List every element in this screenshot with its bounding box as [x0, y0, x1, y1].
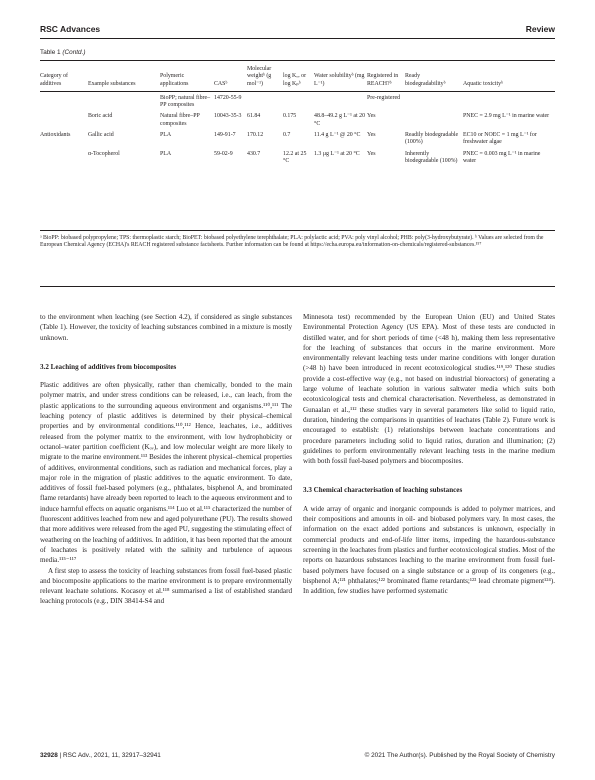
page-number: 32928: [40, 752, 58, 759]
table-cell: [40, 113, 88, 132]
section-heading: 3.2 Leaching of additives from biocomposites: [40, 362, 177, 371]
table-cell: 430.7: [247, 150, 261, 157]
col-header: Ready biodegradabilityᵇ: [405, 73, 446, 87]
table-row: [40, 151, 555, 170]
table-caption: [40, 49, 85, 56]
table-cell: 10043-35-3: [214, 113, 242, 120]
col-header: Example substances: [88, 80, 136, 87]
body-top-rule: [40, 286, 555, 287]
data-table: [40, 66, 555, 169]
table-footnote: ᵃ BioPP: biobased polypropylene; TPS: thermoplastic starch; BioPET: biobased polyethylene terephthalate; PLA: polylactic acid; PVA: poly vinyl alcohol; PHB: poly(3-hydroxybutyrate). ᵇ Values are selected from the European Chemical Agency (ECHA)'s REACH registered substance factsheets. Further information can be found at https://echa.europa.eu/information-on-chemicals/registered-substances.¹⁵⁷: [40, 235, 544, 249]
table-cell: [405, 113, 463, 132]
table-cell: 11.4 g L⁻¹ @ 20 °C: [314, 132, 361, 139]
table-cell: [283, 91, 314, 113]
table-row: [40, 132, 555, 151]
col-header: Registered in REACH?ᵇ: [367, 73, 399, 87]
footer-citation: [40, 752, 161, 759]
journal-name: RSC Advances: [40, 24, 101, 34]
right-column: [303, 312, 555, 596]
table-cell: 1.3 μg L⁻¹ at 20 °C: [314, 150, 360, 157]
article-type: Review: [525, 24, 555, 34]
table-cell: Yes: [367, 132, 376, 139]
table-cell: Yes: [367, 150, 376, 157]
col-header: CASᵇ: [214, 80, 228, 87]
table-cell: Natural fibre–PP composites: [160, 113, 200, 127]
table-cell: PLA: [160, 132, 172, 139]
table-cell: 61.84: [247, 113, 261, 120]
col-header: Molecular weightᵇ (g mol⁻¹): [247, 66, 272, 87]
col-header: log Kₒᵥ or log Kₚᵇ: [283, 73, 307, 87]
col-header: Category of additives: [40, 73, 68, 87]
running-header: [40, 24, 555, 36]
table-top-rule: [40, 60, 555, 61]
left-column: [40, 312, 292, 607]
paragraph: Minnesota test) recommended by the European Union (EU) and United States Environmental Protection Agency (US EPA). Most of these tests are conducted in distilled water, and for short periods of time (<48 h), making them less representative for the leaching of substances that occurs in the marine environment. More environmentally relevant leaching tests under marine conditions with longer duration (>48 h) have been introduced in recent ecotoxicological studies.¹¹⁹,¹²⁰ These studies provide a cost-effective way (e.g., not based on industrial bioreactors) of generating a large volume of leachate solution in various saltwater media which suits both ecotoxicological tests and chemical characterisation. Nevertheless, as demonstrated in Gunaalan et al.,¹¹² these studies vary in several parameters like solid to liquid ratio, duration, hindering the comparisons in quantities of leachates (Table 2). Future work is encouraged to establish: (1) relationships between leachate concentrations and procedure parameters including solid to liquid ratios, duration and illumination; (2) guidelines to perform environmentally relevant leaching tests in the marine medium with both fossil fuel-based polymers and biocomposites.: [303, 313, 555, 466]
table-cell: EC10 or NOEC = 1 mg L⁻¹ for freshwater algae: [463, 132, 537, 146]
table-bottom-rule: [40, 230, 555, 231]
paragraph: A first step to assess the toxicity of leaching substances from fossil fuel-based plastic and biocomposite applications to the marine environment is to prepare environmentally relevant leachate solutions. Kocasoy et al.¹¹⁸ summarised a list of established standard leaching protocols (e.g., DIN 38414-S4 and: [40, 566, 292, 606]
paragraph: A wide array of organic and inorganic compounds is added to polymer matrices, and their compositions and amounts in oil- and biobased polymers vary. In most cases, the information on the exact added portions and substances is unknown, especially in commercial products and end-of-life litter items, impeding the hazardous-substance screening in the leachates from plastics and further ecotoxicological studies. Most of the reports on hazardous substances leaching to the marine environment from fossil fuel-based polymers have focused on a single substance or a group of its congeners (e.g., bisphenol A;¹²¹ phthalates;¹²² brominated flame retardants;¹²³ lead chromate pigment¹²⁴). In addition, few studies have performed systematic: [303, 504, 555, 596]
table-cell: Yes: [367, 113, 376, 120]
table-cell: [40, 91, 88, 113]
copyright: © 2021 The Author(s). Published by the Royal Society of Chemistry: [364, 752, 555, 759]
col-header: Water solubilityᵇ (mg L⁻¹): [314, 73, 365, 87]
table-cell: 48.8–49.2 g L⁻¹ at 20 °C: [314, 113, 366, 127]
table-cell: [88, 91, 160, 113]
table-cell: [463, 91, 555, 113]
table-cell: Inherently biodegradable (100%): [405, 150, 458, 164]
table-cell: 0.175: [283, 113, 297, 120]
table-cell: [40, 151, 88, 170]
table-label: Table 1: [40, 49, 61, 56]
footer-sep: |: [59, 752, 63, 759]
table-cell: 14720-55-9: [214, 94, 242, 101]
col-header: Polymeric applications: [160, 73, 189, 87]
table-row: [40, 91, 555, 113]
table-cell: 170.12: [247, 132, 264, 139]
table-cell: [314, 91, 367, 113]
table-cell: 12.2 at 25 °C: [283, 150, 307, 164]
table-cell: Readily biodegradable (100%): [405, 132, 459, 146]
paragraph: to the environment when leaching (see Section 4.2), if considered as single substances (Table 1). However, the toxicity of leaching substances combined in a mixture is mostly unknown.: [40, 313, 292, 342]
table-cell: PLA: [160, 150, 172, 157]
col-header: Aquatic toxicityᵇ: [463, 80, 503, 87]
paragraph: Plastic additives are often physically, rather than chemically, bonded to the main polymer matrix, and under stress conditions can be released, i.e., can leach, from the plastic applications to the surrounding aqueous environment and organisms.¹¹⁰,¹¹¹ The leaching potency of plastic additives is determined by their physical–chemical properties and by environmental conditions.¹¹⁰,¹¹² Hence, leachates, i.e., additives released from the polymer matrix to the environment, with low hydrophobicity or octanol–water partition coefficient (Kₒᵥ), and low molecular weight are more likely to migrate to the marine environment.¹¹³ Besides the inherent physical–chemical properties of additives, environmental conditions, such as radiation and mechanical forces, play a major role in the migration of plastic additives to the aquatic environment. To date, additives of fossil fuel-based polymers (e.g., phthalates, bisphenol A, and brominated flame retardants) have already been reported to leach to the aqueous environment and to induce harmful effects on aquatic organisms.¹¹⁴ Luo et al.¹¹⁵ characterized the number of fluorescent additives leached from new and aged polyurethane (PU). The results showed that more additives were released from the aged PU, suggesting the stimulating effect of weathering on the leaching of additives. In addition, it has been reported that the amount of leachates is positively related with the salinity and turbulence of aqueous media.¹¹⁵⁻¹¹⁷: [40, 381, 292, 565]
table-cell: 149-91-7: [214, 132, 236, 139]
table-cell: PNEC = 2.9 mg L⁻¹ in marine water: [463, 113, 550, 120]
header-rule: [40, 38, 555, 39]
table-cell: 59-02-9: [214, 150, 233, 157]
journal-citation: RSC Adv., 2021, 11, 32917–32941: [63, 752, 161, 759]
table-header-row: [40, 66, 555, 91]
table-cell: [247, 91, 283, 113]
section-heading: 3.3 Chemical characterisation of leaching substances: [303, 486, 463, 495]
table-cell: [405, 91, 463, 113]
table-cell: 0.7: [283, 132, 291, 139]
table-cont: (Contd.): [62, 49, 86, 56]
table-cell: PNEC = 0.003 mg L⁻¹ in marine water: [463, 150, 541, 164]
table-cell: α-Tocopherol: [88, 150, 120, 157]
table-cell: Antioxidants: [40, 132, 71, 139]
table-row: [40, 113, 555, 132]
table-cell: BioPP; natural fibre–PP composites: [160, 94, 211, 109]
table-cell: Gallic acid: [88, 132, 114, 139]
table-cell: Pre-registered: [367, 94, 401, 101]
table-cell: Boric acid: [88, 113, 113, 120]
